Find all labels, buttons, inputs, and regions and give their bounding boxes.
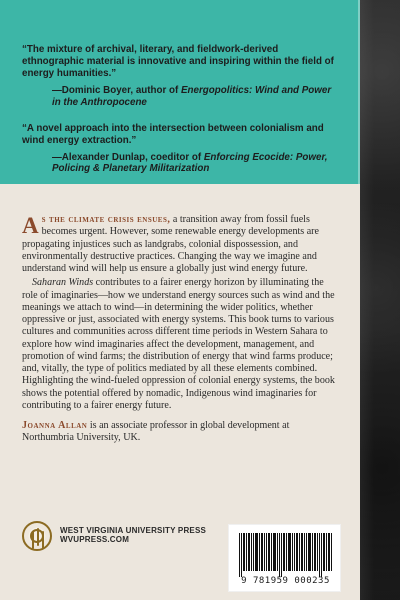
publisher-block	[22, 520, 207, 552]
isbn-barcode	[228, 524, 341, 592]
publisher-name: WEST VIRGINIA UNIVERSITY PRESS	[60, 526, 207, 536]
description-paragraph-1	[22, 214, 340, 275]
book-description	[22, 214, 340, 445]
endorsement-book-title: Energopolitics: Wind and Power in the Anthropocene	[52, 85, 332, 108]
publisher-text	[60, 527, 206, 545]
cover-edge-image	[360, 0, 400, 600]
isbn-number: 9 781959 000235	[241, 576, 330, 586]
endorsement-quote: “A novel approach into the intersection between colonialism and wind energy extraction.”	[22, 122, 324, 146]
paragraph-text: a transition away from fossil fuels becomes urgent. However, some renewable energy developments are propagating injustices such as landgrabs, colonial dispossession, and environmentally destructive practices. Changing the way we imagine and understand wind will help us ensure a globally just wind energy future.	[22, 214, 319, 274]
book-title-inline: Saharan Winds	[32, 277, 94, 289]
description-paragraph-2	[22, 277, 340, 412]
paragraph-text: contributes to a fairer energy horizon by illuminating the role of imaginaries—how we understand energy sources such as wind and the meanings we attach to wind—in determining the wider politics, whether oppressive or just, associated with energy systems. This book turns to various cultures and communities across different time periods in Western Sahara to explore how wind imaginaries affect the development, management, and promotion of wind farms; the distribution of energy that wind farms produce; and, vitally, the type of politics mediated by all these elements combined. Highlighting the wind-fueled oppression of colonial energy systems, the book shows the potential offered by nomadic, Indigenous wind imaginaries for contributing to a fairer energy future.	[22, 277, 335, 411]
endorsement-quote: “The mixture of archival, literary, and fieldwork-derived ethnographic material is innovative and inspiring within the field of energy humanities.”	[22, 44, 334, 80]
endorsement-1	[22, 44, 342, 109]
lead-in-smallcaps: s the climate crisis ensues,	[41, 214, 171, 225]
endorsement-attribution-prefix: —Dominic Boyer, author of	[52, 85, 182, 97]
barcode-bars	[239, 533, 332, 577]
author-bio-text: is an associate professor in global development at Northumbria University, UK.	[22, 420, 290, 444]
drop-cap: A	[22, 213, 39, 238]
author-name: Joanna Allan	[22, 420, 88, 431]
endorsement-attribution	[52, 85, 342, 108]
endorsement-attribution-prefix: —Alexander Dunlap, coeditor of	[52, 151, 204, 163]
wvu-press-seal-icon	[22, 521, 52, 551]
author-bio	[22, 420, 340, 445]
endorsement-attribution	[52, 152, 342, 175]
back-cover-footer	[22, 520, 340, 590]
endorsements	[22, 44, 342, 189]
publisher-website: WVUPRESS.COM	[60, 535, 130, 544]
endorsement-2	[22, 123, 342, 175]
endorsement-book-title: Enforcing Ecocide: Power, Policing & Planetary Militarization	[52, 151, 328, 175]
